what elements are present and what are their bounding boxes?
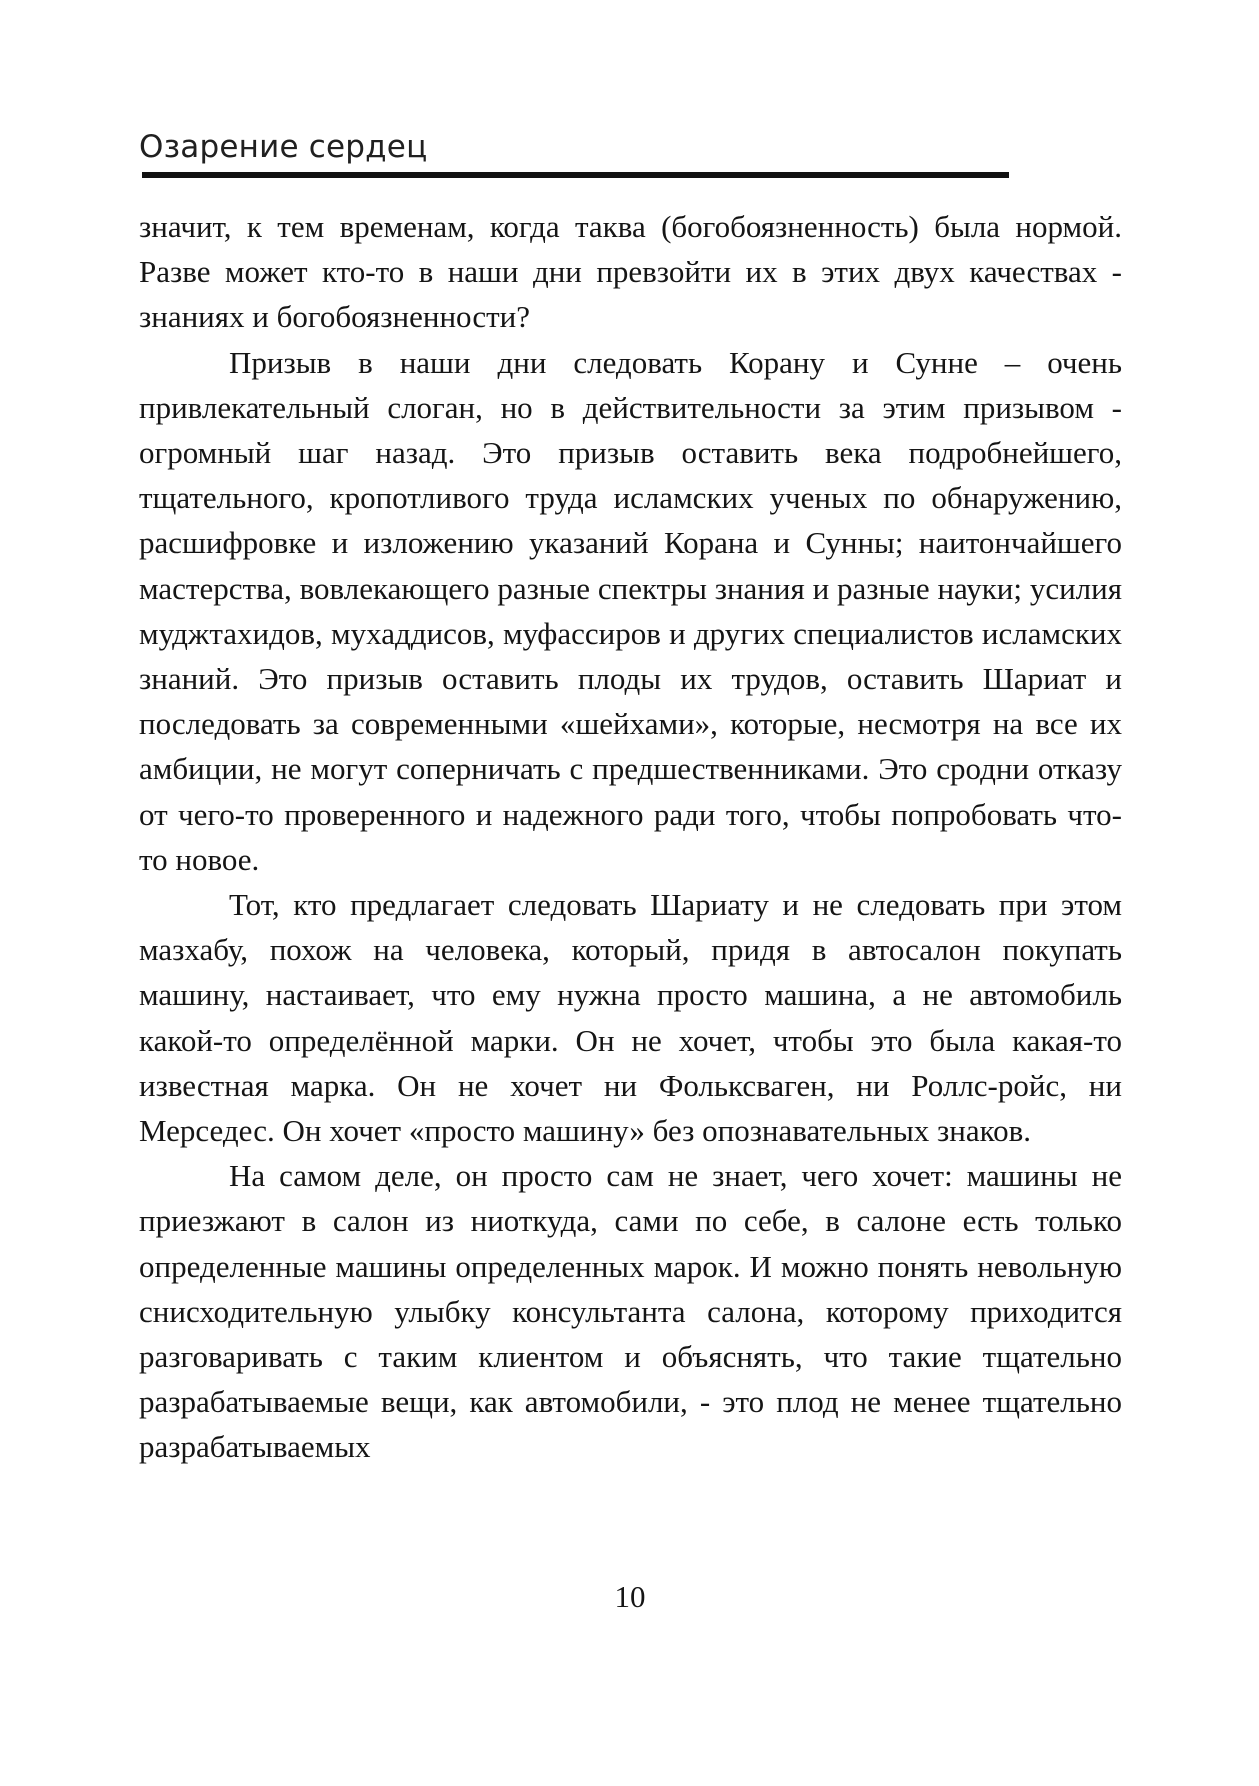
body-text bbox=[139, 204, 1122, 1470]
header-rule bbox=[142, 172, 1009, 178]
paragraph-call-to-follow: Призыв в наши дни следовать Корану и Сунне – очень привлекательный слоган, но в действительности за этим призывом - огромный шаг назад. Это призыв оставить века подробнейшего, тщательного, кропотливого труда исламских ученых по обнаружению, расшифровке и изложению указаний Корана и Сунны; наитончайшего мастерства, вовлекающего разные спектры знания и разные науки; усилия муджтахидов, мухаддисов, муфассиров и других специалистов исламских знаний. Это призыв оставить плоды их трудов, оставить Шариат и последовать за современными «шейхами», которые, несмотря на все их амбиции, не могут соперничать с предшественниками. Это сродни отказу от чего-то проверенного и надежного ради того, чтобы попробовать что-то новое. bbox=[139, 344, 1122, 877]
paragraph-car-analogy: Тот, кто предлагает следовать Шариату и не следовать при этом мазхабу, похож на человека, который, придя в автосалон покупать машину, настаивает, что ему нужна просто машина, а не автомобиль какой-то определённой марки. Он не хочет, чтобы это была какая-то известная марка. Он не хочет ни Фольксваген, ни Роллс-ройс, ни Мерседес. Он хочет «просто машину» без опознавательных знаков. bbox=[139, 887, 1122, 1149]
running-header bbox=[139, 126, 1012, 168]
page-number: 10 bbox=[614, 1579, 646, 1614]
running-title: Озарение сердец bbox=[139, 129, 428, 165]
paragraph-continuation: значит, к тем временам, когда таква (богобоязненность) была нормой. Разве может кто-то в наши дни превзойти их в этих двух качествах - знаниях и богобоязненности? bbox=[139, 209, 1122, 335]
paragraph-salon-explanation: На самом деле, он просто сам не знает, чего хочет: машины не приезжают в салон из ниоткуда, сами по себе, в салоне есть только определенные машины определенных марок. И можно понять невольную снисходительную улыбку консультанта салона, которому приходится разговаривать с таким клиентом и объяснять, что такие тщательно разрабатываемые вещи, как автомобили, - это плод не менее тщательно разрабатываемых bbox=[139, 1158, 1122, 1465]
